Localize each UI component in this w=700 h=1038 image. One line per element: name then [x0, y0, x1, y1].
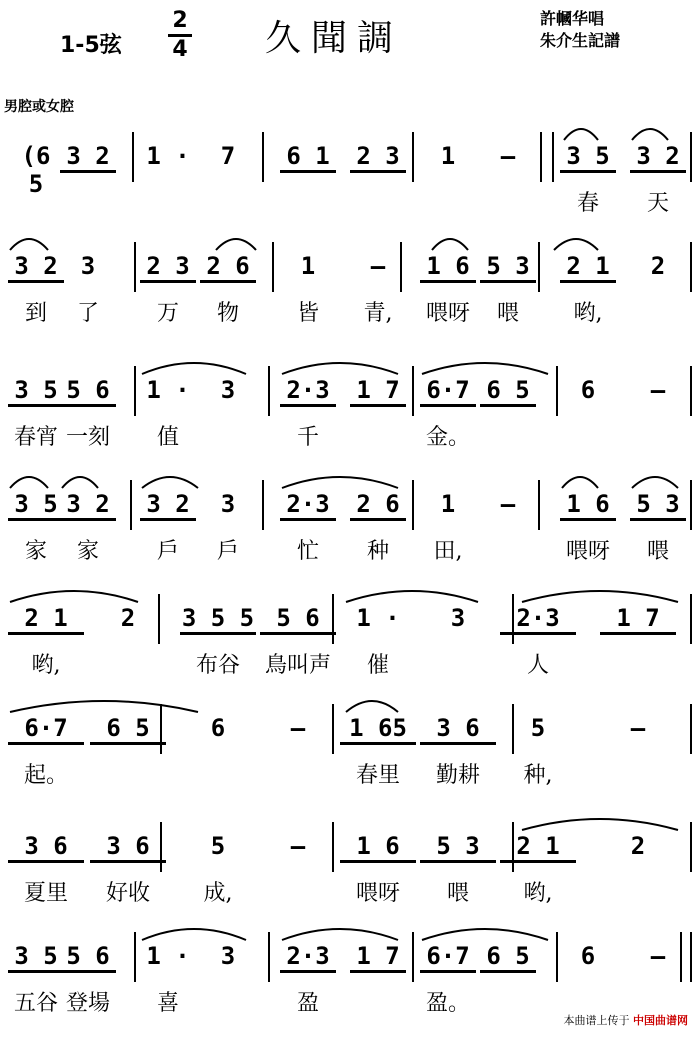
note-group: 5 [530, 714, 546, 742]
lyric-syllable: 好收 [105, 881, 150, 906]
note-group: – [290, 832, 306, 860]
note-group: 2 3 [350, 142, 406, 173]
note-group: 1 65 [340, 714, 416, 745]
slur-mark [420, 922, 550, 942]
lyric-syllable: 田, [433, 539, 463, 564]
note-group: 5 6 [60, 942, 116, 973]
note-group: 6 [580, 376, 596, 404]
note-group: 6 5 [480, 376, 536, 407]
lyric-syllable: 盈。 [425, 991, 470, 1016]
slur-mark [630, 122, 670, 142]
staff-row [0, 352, 700, 472]
note-group: 3 5 [8, 376, 64, 407]
voice-label: 男腔或女腔 [4, 99, 74, 115]
bar-line [690, 480, 692, 530]
slur-mark [280, 470, 400, 490]
time-signature-bottom: 4 [172, 37, 188, 62]
slur-mark [420, 356, 550, 376]
bar-line [556, 366, 558, 416]
slur-mark [630, 470, 680, 490]
lyric-syllable: 皆 [296, 301, 319, 326]
note-group: 5 3 [420, 832, 496, 863]
note-group: 1 [440, 490, 456, 518]
note-group: 6 [580, 942, 596, 970]
note-group: 6·7 [420, 942, 476, 973]
lyric-syllable: 夏里 [23, 881, 68, 906]
lyric-syllable: 喜 [156, 991, 179, 1016]
note-group: 1 7 [350, 376, 406, 407]
slur-mark [8, 584, 140, 604]
credit-notator: 朱介生記譜 [540, 31, 621, 50]
bar-line [512, 822, 514, 872]
slur-mark [8, 232, 50, 252]
lyric-syllable: 盈 [296, 991, 319, 1016]
slur-mark [552, 232, 600, 252]
credits [540, 8, 620, 52]
note-group: – [650, 376, 666, 404]
lyric-syllable: 天 [646, 191, 669, 216]
lyric-syllable: 千 [296, 425, 319, 450]
lyric-syllable: 值 [156, 425, 179, 450]
note-group: – [630, 714, 646, 742]
note-group: 6 5 [480, 942, 536, 973]
note-group: 2 1 [8, 604, 84, 635]
lyric-syllable: 哟, [573, 301, 603, 326]
slur-mark [560, 470, 600, 490]
note-group: 1 [440, 142, 456, 170]
slur-mark [60, 470, 100, 490]
lyric-syllable: 五谷 [13, 991, 58, 1016]
note-group: 6 1 [280, 142, 336, 173]
lyric-syllable: 家 [24, 539, 47, 564]
note-group: 1 6 [420, 252, 476, 283]
note-group: 7 [220, 142, 236, 170]
lyric-syllable: 鳥叫声 [264, 653, 331, 678]
bar-line [538, 242, 540, 292]
bar-line [512, 704, 514, 754]
time-signature-top: 2 [172, 8, 188, 33]
key-signature: 1-5弦 [60, 33, 122, 58]
bar-line [158, 594, 160, 644]
note-group: 3 2 [60, 490, 116, 521]
slur-mark [8, 694, 200, 714]
lyric-syllable: 喂 [646, 539, 669, 564]
note-group: 2 [630, 832, 646, 860]
footer-brand: 中国曲谱网 [633, 1014, 688, 1027]
lyric-syllable: 忙 [296, 539, 319, 564]
note-group: 3 5 [8, 942, 64, 973]
bar-line [690, 704, 692, 754]
lyric-syllable: 万 [156, 301, 179, 326]
lyric-syllable: 布谷 [195, 653, 240, 678]
note-group: 3 2 [630, 142, 686, 173]
note-group: 1 · [146, 142, 190, 170]
lyric-syllable: 到 [24, 301, 47, 326]
note-group: 5 6 [260, 604, 336, 635]
note-group: 3 [80, 252, 96, 280]
note-group: 1 6 [560, 490, 616, 521]
note-group: 1 · [356, 604, 400, 632]
note-group: 3 5 [560, 142, 616, 173]
staff-row [0, 580, 700, 700]
bar-line [690, 366, 692, 416]
lyric-syllable: 哟, [523, 881, 553, 906]
bar-line [130, 480, 132, 530]
note-group: 3 2 [140, 490, 196, 521]
lyric-syllable: 勤耕 [435, 763, 480, 788]
note-group: 2 6 [350, 490, 406, 521]
staff-row [0, 466, 700, 586]
lyric-syllable: 春里 [355, 763, 400, 788]
bar-line [540, 132, 542, 182]
note-group: 2 [650, 252, 666, 280]
note-group: 3 2 [8, 252, 64, 283]
note-group: 5 3 [480, 252, 536, 283]
note-group: 2·3 [280, 376, 336, 407]
note-group: 6 [210, 714, 226, 742]
bar-line [690, 932, 692, 982]
lyric-syllable: 催 [366, 653, 389, 678]
note-group: 2·3 [280, 942, 336, 973]
lyric-syllable: 了 [76, 301, 99, 326]
bar-line [272, 242, 274, 292]
note-group: 3 2 [60, 142, 116, 173]
staff-row [0, 808, 700, 928]
note-group: – [650, 942, 666, 970]
note-group: 3 [220, 376, 236, 404]
bar-line [690, 594, 692, 644]
bar-line [160, 822, 162, 872]
lyric-syllable: 青, [363, 301, 393, 326]
lyric-syllable: 喂呀 [565, 539, 610, 564]
note-group: 3 5 5 [180, 604, 256, 635]
footer-text: 本曲谱上传于 [563, 1014, 630, 1027]
bar-line [268, 366, 270, 416]
note-group: (6 5 [21, 142, 51, 198]
page-title: 久聞調 [265, 18, 404, 59]
note-group: 1 [300, 252, 316, 280]
lyric-syllable: 喂 [496, 301, 519, 326]
staff-row [0, 118, 700, 238]
note-group: – [500, 490, 516, 518]
bar-line [268, 932, 270, 982]
lyric-syllable: 春 [576, 191, 599, 216]
note-group: – [290, 714, 306, 742]
slur-mark [214, 232, 258, 252]
bar-line [160, 704, 162, 754]
lyric-syllable: 种, [523, 763, 553, 788]
note-group: 1 7 [600, 604, 676, 635]
lyric-syllable: 家 [76, 539, 99, 564]
bar-line [412, 480, 414, 530]
note-group: 3 6 [8, 832, 84, 863]
slur-mark [140, 922, 248, 942]
slur-mark [562, 122, 600, 142]
note-group: 2 3 [140, 252, 196, 283]
note-group: – [500, 142, 516, 170]
staff-row [0, 228, 700, 348]
lyric-syllable: 金。 [425, 425, 470, 450]
lyric-syllable: 种 [366, 539, 389, 564]
bar-line [690, 822, 692, 872]
note-group: 6·7 [420, 376, 476, 407]
slur-mark [280, 922, 400, 942]
lyric-syllable: 一刻 [65, 425, 110, 450]
lyric-syllable: 喂 [446, 881, 469, 906]
bar-line [412, 366, 414, 416]
footer [564, 1012, 689, 1028]
note-group: 3 5 [8, 490, 64, 521]
time-signature [168, 10, 192, 61]
note-group: 3 6 [420, 714, 496, 745]
note-group: 3 [450, 604, 466, 632]
note-group: 2 [120, 604, 136, 632]
slur-mark [344, 694, 400, 714]
note-group: 1 · [146, 942, 190, 970]
note-group: 6 5 [90, 714, 166, 745]
slur-mark [8, 470, 50, 490]
credit-singer: 許幗华唱 [540, 9, 605, 28]
lyric-syllable: 人 [526, 653, 549, 678]
bar-line [332, 704, 334, 754]
bar-line [412, 132, 414, 182]
lyric-syllable: 物 [216, 301, 239, 326]
bar-line [134, 366, 136, 416]
lyric-syllable: 登場 [65, 991, 110, 1016]
bar-line [538, 480, 540, 530]
note-group: 2 1 [560, 252, 616, 283]
bar-line [412, 932, 414, 982]
bar-line [400, 242, 402, 292]
note-group: 5 6 [60, 376, 116, 407]
slur-mark [430, 232, 470, 252]
bar-line [690, 132, 692, 182]
note-group: 2 1 [500, 832, 576, 863]
lyric-syllable: 哟, [31, 653, 61, 678]
bar-line [680, 932, 682, 982]
note-group: 6·7 [8, 714, 84, 745]
bar-line [134, 932, 136, 982]
note-group: 3 [220, 490, 236, 518]
bar-line [134, 242, 136, 292]
slur-mark [140, 356, 248, 376]
note-group: 3 [220, 942, 236, 970]
slur-mark [280, 356, 400, 376]
note-group: 1 · [146, 376, 190, 404]
lyric-syllable: 成, [203, 881, 233, 906]
note-group: 2 6 [200, 252, 256, 283]
slur-mark [520, 812, 680, 832]
bar-line [552, 132, 554, 182]
bar-line [262, 132, 264, 182]
lyric-syllable: 戶 [216, 539, 239, 564]
bar-line [332, 594, 334, 644]
note-group: 5 3 [630, 490, 686, 521]
note-group: 3 6 [90, 832, 166, 863]
note-group: 2·3 [500, 604, 576, 635]
lyric-syllable: 春宵 [13, 425, 58, 450]
note-group: 1 6 [340, 832, 416, 863]
staff-row [0, 690, 700, 810]
bar-line [512, 594, 514, 644]
bar-line [556, 932, 558, 982]
slur-mark [520, 584, 680, 604]
note-group: 2·3 [280, 490, 336, 521]
bar-line [690, 242, 692, 292]
lyric-syllable: 喂呀 [355, 881, 400, 906]
bar-line [262, 480, 264, 530]
bar-line [132, 132, 134, 182]
lyric-syllable: 戶 [156, 539, 179, 564]
note-group: 1 7 [350, 942, 406, 973]
slur-mark [140, 470, 200, 490]
slur-mark [344, 584, 480, 604]
note-group: 5 [210, 832, 226, 860]
lyric-syllable: 起。 [23, 763, 68, 788]
note-group: – [370, 252, 386, 280]
bar-line [332, 822, 334, 872]
lyric-syllable: 喂呀 [425, 301, 470, 326]
